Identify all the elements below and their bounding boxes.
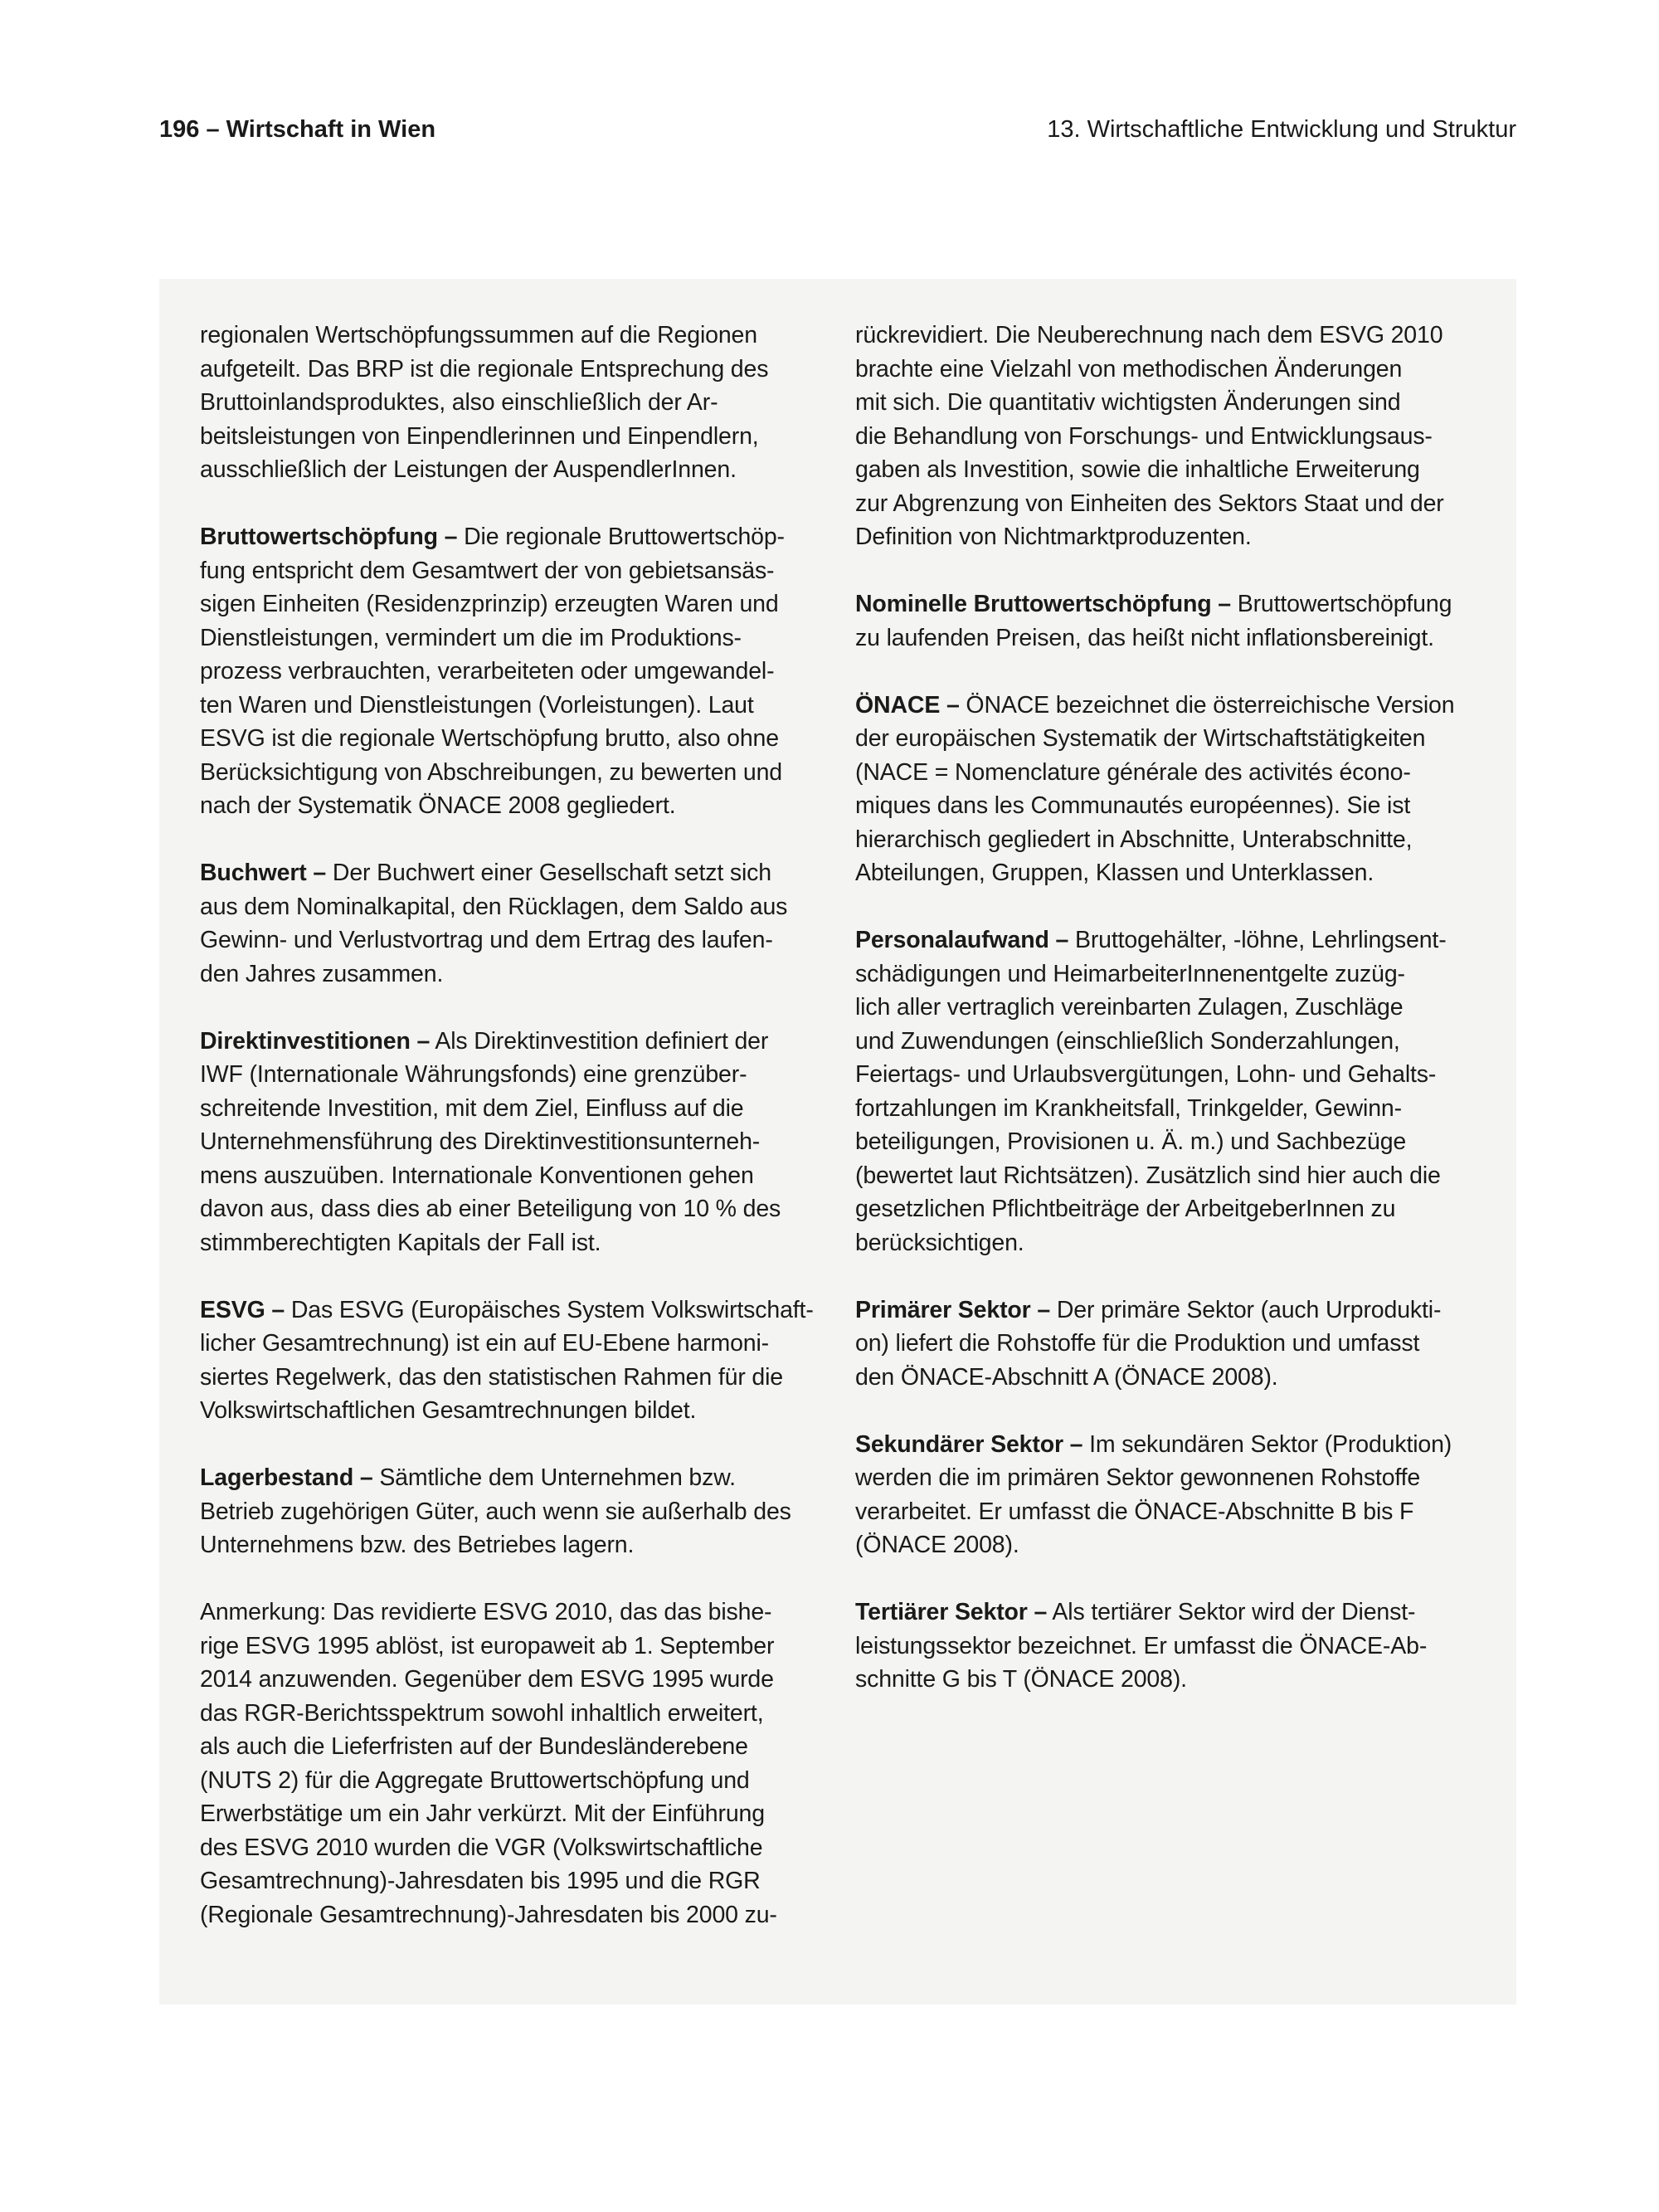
text-line <box>200 1394 830 1428</box>
text-line <box>855 1663 1486 1697</box>
glossary-text: (bewertet laut Richtsätzen). Zusätzlich sind hier auch die <box>855 1162 1441 1189</box>
text-line <box>855 487 1486 521</box>
glossary-text: beitsleistungen von Einpendlerinnen und Einpendlern, <box>200 422 759 450</box>
glossary-text: 2014 anzuwenden. Gegenüber dem ESVG 1995 wurde <box>200 1666 774 1693</box>
text-line <box>855 991 1486 1025</box>
text-line <box>855 823 1486 857</box>
text-line <box>200 554 830 588</box>
glossary-text: Bruttowertschöpfung <box>1230 591 1452 617</box>
glossary-term: ÖNACE – <box>855 691 960 719</box>
glossary-text: Als Direktinvestition definiert der <box>430 1027 769 1055</box>
glossary-text: IWF (Internationale Währungsfonds) eine grenzüber- <box>200 1061 747 1088</box>
text-line <box>200 1461 830 1495</box>
text-line <box>855 420 1486 454</box>
glossary-text: als auch die Lieferfristen auf der Bundesländerebene <box>200 1733 748 1760</box>
glossary-entry <box>855 319 1486 554</box>
glossary-text: Feiertags- und Urlaubsvergütungen, Lohn- und Gehalts- <box>855 1061 1437 1088</box>
text-line <box>200 689 830 723</box>
text-line <box>200 1831 830 1865</box>
glossary-text: Definition von Nichtmarktproduzenten. <box>855 524 1252 550</box>
glossary-entry <box>855 1428 1486 1562</box>
text-line <box>855 1192 1486 1226</box>
text-line <box>855 1159 1486 1193</box>
text-line <box>855 386 1486 420</box>
text-line <box>855 722 1486 756</box>
glossary-text: Berücksichtigung von Abschreibungen, zu bewerten und <box>200 758 783 786</box>
glossary-text: Als tertiärer Sektor wird der Dienst- <box>1047 1599 1416 1625</box>
text-line <box>200 1495 830 1529</box>
text-line <box>855 1528 1486 1562</box>
glossary-text: hierarchisch gegliedert in Abschnitte, Unterabschnitte, <box>855 826 1413 853</box>
glossary-term: Sekundärer Sektor – <box>855 1430 1083 1458</box>
glossary-text: lich aller vertraglich vereinbarten Zulagen, Zuschläge <box>855 994 1404 1021</box>
glossary-entry <box>200 1025 830 1260</box>
glossary-text: Dienstleistungen, vermindert um die im Produktions- <box>200 624 742 651</box>
text-line <box>200 1025 830 1059</box>
glossary-term: ESVG – <box>200 1296 285 1323</box>
glossary-text: Der Buchwert einer Gesellschaft setzt sich <box>326 860 771 886</box>
text-line <box>855 1596 1486 1630</box>
glossary-text: zu laufenden Preisen, das heißt nicht inflationsbereinigt. <box>855 624 1434 651</box>
glossary-text: rige ESVG 1995 ablöst, ist europaweit ab 1. September <box>200 1632 775 1659</box>
glossary-text: beteiligungen, Provisionen u. Ä. m.) und Sachbezüge <box>855 1128 1407 1155</box>
glossary-text: (NACE = Nomenclature générale des activités écono- <box>855 758 1411 786</box>
glossary-text: werden die im primären Sektor gewonnenen Rohstoffe <box>855 1464 1421 1491</box>
text-line <box>200 1528 830 1562</box>
text-line <box>200 386 830 420</box>
glossary-text: Betrieb zugehörigen Güter, auch wenn sie außerhalb des <box>200 1498 791 1525</box>
text-line <box>200 756 830 790</box>
text-line <box>855 1092 1486 1126</box>
glossary-term: Tertiärer Sektor – <box>855 1599 1048 1625</box>
glossary-text: licher Gesamtrechnung) ist ein auf EU-Ebene harmoni- <box>200 1330 770 1357</box>
text-line <box>200 1294 830 1328</box>
text-line <box>855 1361 1486 1395</box>
text-line <box>200 353 830 387</box>
glossary-entry <box>855 923 1486 1259</box>
glossary-text: siertes Regelwerk, das den statistischen Rahmen für die <box>200 1363 784 1391</box>
text-line <box>855 1461 1486 1495</box>
glossary-term: Lagerbestand – <box>200 1464 373 1491</box>
glossary-text: stimmberechtigten Kapitals der Fall ist. <box>200 1229 601 1256</box>
text-line <box>200 1327 830 1361</box>
glossary-entry <box>855 1596 1486 1697</box>
text-line <box>855 1025 1486 1059</box>
glossary-text: ÖNACE bezeichnet die österreichische Version <box>959 691 1455 719</box>
glossary-text: sigen Einheiten (Residenzprinzip) erzeugten Waren und <box>200 591 779 617</box>
text-line <box>855 520 1486 554</box>
glossary-text: und Zuwendungen (einschließlich Sonderzahlungen, <box>855 1027 1400 1055</box>
text-line <box>200 520 830 554</box>
glossary-text: verarbeitet. Er umfasst die ÖNACE-Abschnitte B bis F <box>855 1498 1414 1525</box>
text-line <box>200 1864 830 1898</box>
glossary-text: schnitte G bis T (ÖNACE 2008). <box>855 1666 1187 1693</box>
glossary-column-left <box>200 319 830 1966</box>
glossary-text: regionalen Wertschöpfungssummen auf die Regionen <box>200 322 757 348</box>
text-line <box>200 1125 830 1159</box>
glossary-text: Gewinn- und Verlustvortrag und dem Ertrag des laufen- <box>200 927 773 953</box>
text-line <box>200 1630 830 1664</box>
text-line <box>200 621 830 655</box>
text-line <box>200 1898 830 1932</box>
glossary-text: leistungssektor bezeichnet. Er umfasst die ÖNACE-Ab- <box>855 1632 1428 1659</box>
glossary-text: Erwerbstätige um ein Jahr verkürzt. Mit der Einführung <box>200 1800 765 1827</box>
glossary-term: Direktinvestitionen – <box>200 1027 431 1055</box>
glossary-entry <box>200 856 830 991</box>
glossary-text: ten Waren und Dienstleistungen (Vorleistungen). Laut <box>200 691 754 719</box>
text-line <box>855 621 1486 655</box>
text-line <box>200 856 830 890</box>
glossary-entry <box>200 1461 830 1562</box>
glossary-text: Bruttoinlandsproduktes, also einschließlich der Ar- <box>200 389 718 416</box>
text-line <box>200 1663 830 1697</box>
glossary-text: das RGR-Berichtsspektrum sowohl inhaltlich erweitert, <box>200 1699 764 1727</box>
glossary-text: (ÖNACE 2008). <box>855 1532 1019 1558</box>
glossary-text: nach der Systematik ÖNACE 2008 gegliedert. <box>200 792 676 819</box>
glossary-text: zur Abgrenzung von Einheiten des Sektors Staat und der <box>855 490 1444 517</box>
glossary-text: gesetzlichen Pflichtbeiträge der ArbeitgeberInnen zu <box>855 1196 1396 1222</box>
glossary-text: Die regionale Bruttowertschöp- <box>457 524 785 550</box>
glossary-entry <box>855 587 1486 655</box>
glossary-text: gaben als Investition, sowie die inhaltliche Erweiterung <box>855 456 1420 483</box>
glossary-text: brachte eine Vielzahl von methodischen Änderungen <box>855 355 1403 382</box>
glossary-term: Personalaufwand – <box>855 927 1069 953</box>
text-line <box>200 923 830 957</box>
glossary-entry <box>200 319 830 487</box>
glossary-entry <box>200 520 830 823</box>
text-line <box>855 789 1486 823</box>
glossary-text: fung entspricht dem Gesamtwert der von gebietsansäs- <box>200 557 775 584</box>
text-line <box>855 1125 1486 1159</box>
glossary-text: aufgeteilt. Das BRP ist die regionale Entsprechung des <box>200 355 769 382</box>
text-line <box>200 453 830 487</box>
text-line <box>855 319 1486 353</box>
text-line <box>855 1495 1486 1529</box>
text-line <box>200 1361 830 1395</box>
text-line <box>855 1226 1486 1260</box>
glossary-text: on) liefert die Rohstoffe für die Produktion und umfasst <box>855 1330 1420 1357</box>
glossary-term: Primärer Sektor – <box>855 1296 1051 1323</box>
text-line <box>855 1058 1486 1092</box>
text-line <box>200 319 830 353</box>
glossary-text: Bruttogehälter, -löhne, Lehrlingsent- <box>1068 927 1447 953</box>
glossary-text: berücksichtigen. <box>855 1229 1024 1256</box>
glossary-text: den Jahres zusammen. <box>200 960 444 987</box>
glossary-text: Im sekundären Sektor (Produktion) <box>1082 1430 1452 1458</box>
text-line <box>855 453 1486 487</box>
text-line <box>200 1697 830 1731</box>
glossary-text: Das ESVG (Europäisches System Volkswirtschaft- <box>285 1296 814 1323</box>
glossary-column-right <box>855 319 1486 1730</box>
text-line <box>200 1730 830 1764</box>
text-line <box>855 856 1486 890</box>
glossary-text: schädigungen und HeimarbeiterInnenentgelte zuzüg- <box>855 960 1405 987</box>
page-header-title: 196 – Wirtschaft in Wien <box>159 116 436 143</box>
glossary-entry <box>200 1294 830 1428</box>
text-line <box>855 957 1486 992</box>
glossary-text: schreitende Investition, mit dem Ziel, Einfluss auf die <box>200 1094 744 1122</box>
text-line <box>200 1764 830 1798</box>
glossary-term: Nominelle Bruttowertschöpfung – <box>855 591 1231 617</box>
text-line <box>855 756 1486 790</box>
glossary-term: Bruttowertschöpfung – <box>200 524 458 550</box>
glossary-text: prozess verbrauchten, verarbeiteten oder umgewandel- <box>200 658 775 685</box>
text-line <box>855 1294 1486 1328</box>
glossary-text: Sämtliche dem Unternehmen bzw. <box>372 1464 736 1491</box>
glossary-text: ausschließlich der Leistungen der AuspendlerInnen. <box>200 456 737 483</box>
glossary-text: Der primäre Sektor (auch Urprodukti- <box>1050 1296 1442 1323</box>
glossary-text: miques dans les Communautés européennes). Sie ist <box>855 792 1411 819</box>
text-line <box>855 1428 1486 1462</box>
text-line <box>200 789 830 823</box>
text-line <box>200 1596 830 1630</box>
glossary-text: die Behandlung von Forschungs- und Entwicklungsaus- <box>855 422 1433 450</box>
glossary-entry <box>200 1596 830 1932</box>
glossary-text: Unternehmensführung des Direktinvestitionsunterneh- <box>200 1128 761 1155</box>
text-line <box>200 890 830 924</box>
text-line <box>855 923 1486 957</box>
glossary-text: Anmerkung: Das revidierte ESVG 2010, das das bishe- <box>200 1599 772 1625</box>
glossary-text: mens auszuüben. Internationale Konventionen gehen <box>200 1162 754 1189</box>
text-line <box>200 1797 830 1831</box>
glossary-text: des ESVG 2010 wurden die VGR (Volkswirtschaftliche <box>200 1834 763 1861</box>
glossary-text: fortzahlungen im Krankheitsfall, Trinkgelder, Gewinn- <box>855 1094 1402 1122</box>
glossary-text: (NUTS 2) für die Aggregate Bruttowertschöpfung und <box>200 1766 750 1794</box>
text-line <box>200 655 830 689</box>
glossary-text: der europäischen Systematik der Wirtschaftstätigkeiten <box>855 725 1426 752</box>
text-line <box>855 689 1486 723</box>
glossary-text: Abteilungen, Gruppen, Klassen und Unterklassen. <box>855 860 1374 886</box>
text-line <box>200 587 830 621</box>
glossary-text: davon aus, dass dies ab einer Beteiligung von 10 % des <box>200 1196 781 1222</box>
glossary-text: aus dem Nominalkapital, den Rücklagen, dem Saldo aus <box>200 893 788 920</box>
text-line <box>855 587 1486 621</box>
text-line <box>200 1226 830 1260</box>
glossary-entry <box>855 1294 1486 1395</box>
glossary-text: Unternehmens bzw. des Betriebes lagern. <box>200 1532 635 1558</box>
glossary-text: Volkswirtschaftlichen Gesamtrechnungen bildet. <box>200 1397 697 1424</box>
text-line <box>200 1058 830 1092</box>
glossary-text: mit sich. Die quantitativ wichtigsten Änderungen sind <box>855 389 1401 416</box>
glossary-entry <box>855 689 1486 890</box>
text-line <box>200 957 830 992</box>
text-line <box>200 1192 830 1226</box>
glossary-text: (Regionale Gesamtrechnung)-Jahresdaten bis 2000 zu- <box>200 1901 777 1928</box>
text-line <box>200 1092 830 1126</box>
text-line <box>200 420 830 454</box>
chapter-title: 13. Wirtschaftliche Entwicklung und Struktur <box>1047 116 1516 143</box>
glossary-term: Buchwert – <box>200 860 327 886</box>
glossary-text: ESVG ist die regionale Wertschöpfung brutto, also ohne <box>200 725 779 752</box>
text-line <box>855 1327 1486 1361</box>
text-line <box>200 1159 830 1193</box>
text-line <box>855 1630 1486 1664</box>
text-line <box>855 353 1486 387</box>
glossary-text: den ÖNACE-Abschnitt A (ÖNACE 2008). <box>855 1363 1278 1391</box>
text-line <box>200 722 830 756</box>
glossary-text: rückrevidiert. Die Neuberechnung nach dem ESVG 2010 <box>855 322 1443 348</box>
glossary-text: Gesamtrechnung)-Jahresdaten bis 1995 und die RGR <box>200 1868 761 1894</box>
